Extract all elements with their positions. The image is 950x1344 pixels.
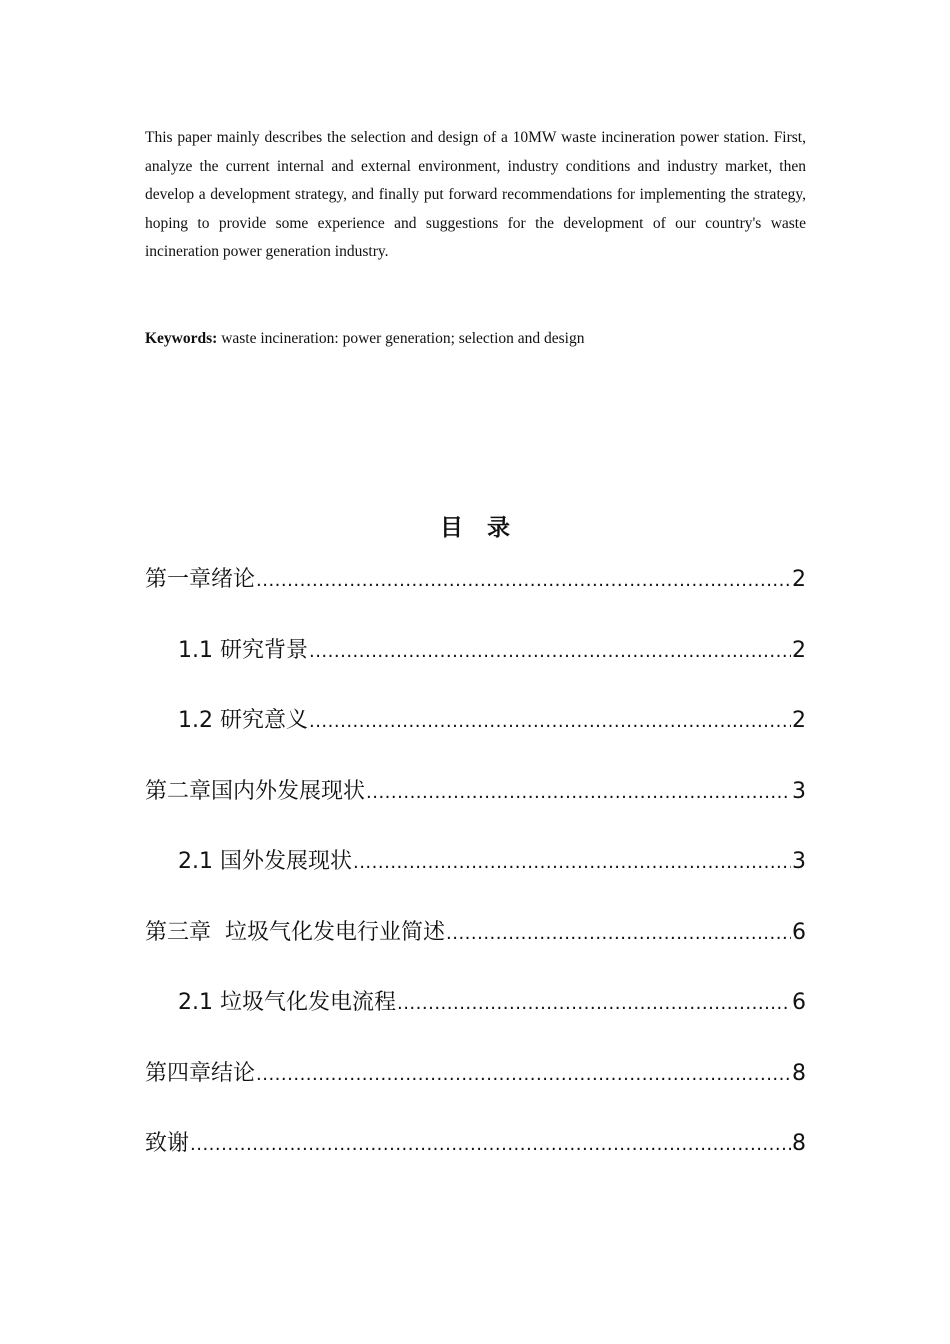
toc-entry-label: 第三章 垃圾气化发电行业简述: [145, 919, 445, 945]
english-abstract: This paper mainly describes the selection and design of a 10MW waste incineration power station. First, analyze the current internal and external environment, industry conditions and industry market, then develop a development strategy, and finally put forward recommendations for implementing the strategy, hoping to provide some experience and suggestions for the development of our country's waste incineration power generation industry.: [145, 129, 806, 261]
keywords-text: waste incineration: power generation; selection and design: [217, 330, 585, 347]
table-of-contents: [145, 562, 806, 1197]
toc-dot-leader: [256, 563, 791, 599]
toc-page-number: 3: [792, 778, 806, 804]
toc-entry-label: 1.2 研究意义: [178, 708, 308, 733]
toc-entry-chapter-2[interactable]: [145, 774, 806, 845]
toc-entry-acknowledgements[interactable]: [145, 1126, 806, 1197]
toc-page-number: 3: [792, 849, 806, 874]
toc-dot-leader: [446, 916, 791, 952]
toc-dot-leader: [397, 986, 791, 1022]
toc-entry-section-1-2[interactable]: [145, 703, 806, 774]
toc-entry-label: 1.1 研究背景: [178, 637, 308, 663]
toc-entry-chapter-3[interactable]: [145, 915, 806, 986]
toc-dot-leader: [366, 775, 791, 811]
toc-entry-label: 致谢: [145, 1131, 190, 1156]
toc-entry-section-2-1[interactable]: [145, 844, 806, 915]
toc-dot-leader: [309, 634, 791, 670]
toc-page-number: 2: [792, 567, 806, 592]
toc-dot-leader: [353, 845, 791, 881]
toc-page-number: 8: [792, 1060, 806, 1086]
keywords-label: Keywords:: [145, 330, 218, 347]
toc-entry-label: 2.1 国外发展现状: [178, 849, 352, 874]
toc-dot-leader: [309, 704, 791, 740]
keywords-line: [145, 326, 806, 352]
toc-entry-chapter-4[interactable]: [145, 1056, 806, 1127]
toc-entry-label: 2.1 垃圾气化发电流程: [178, 990, 396, 1015]
toc-dot-leader: [190, 1127, 791, 1163]
toc-dot-leader: [256, 1057, 791, 1093]
toc-entry-section-1-1[interactable]: [145, 633, 806, 704]
table-of-contents-title: 目录: [440, 515, 534, 541]
toc-page-number: 2: [792, 637, 806, 663]
toc-page-number: 6: [792, 919, 806, 945]
toc-entry-chapter-1[interactable]: [145, 562, 806, 633]
toc-page-number: 6: [792, 990, 806, 1015]
toc-entry-label: 第四章结论: [145, 1060, 256, 1086]
toc-page-number: 8: [792, 1131, 806, 1156]
toc-entry-label: 第一章绪论: [145, 567, 256, 592]
toc-entry-section-3-1[interactable]: [145, 985, 806, 1056]
toc-page-number: 2: [792, 708, 806, 733]
toc-entry-label: 第二章国内外发展现状: [145, 778, 366, 804]
